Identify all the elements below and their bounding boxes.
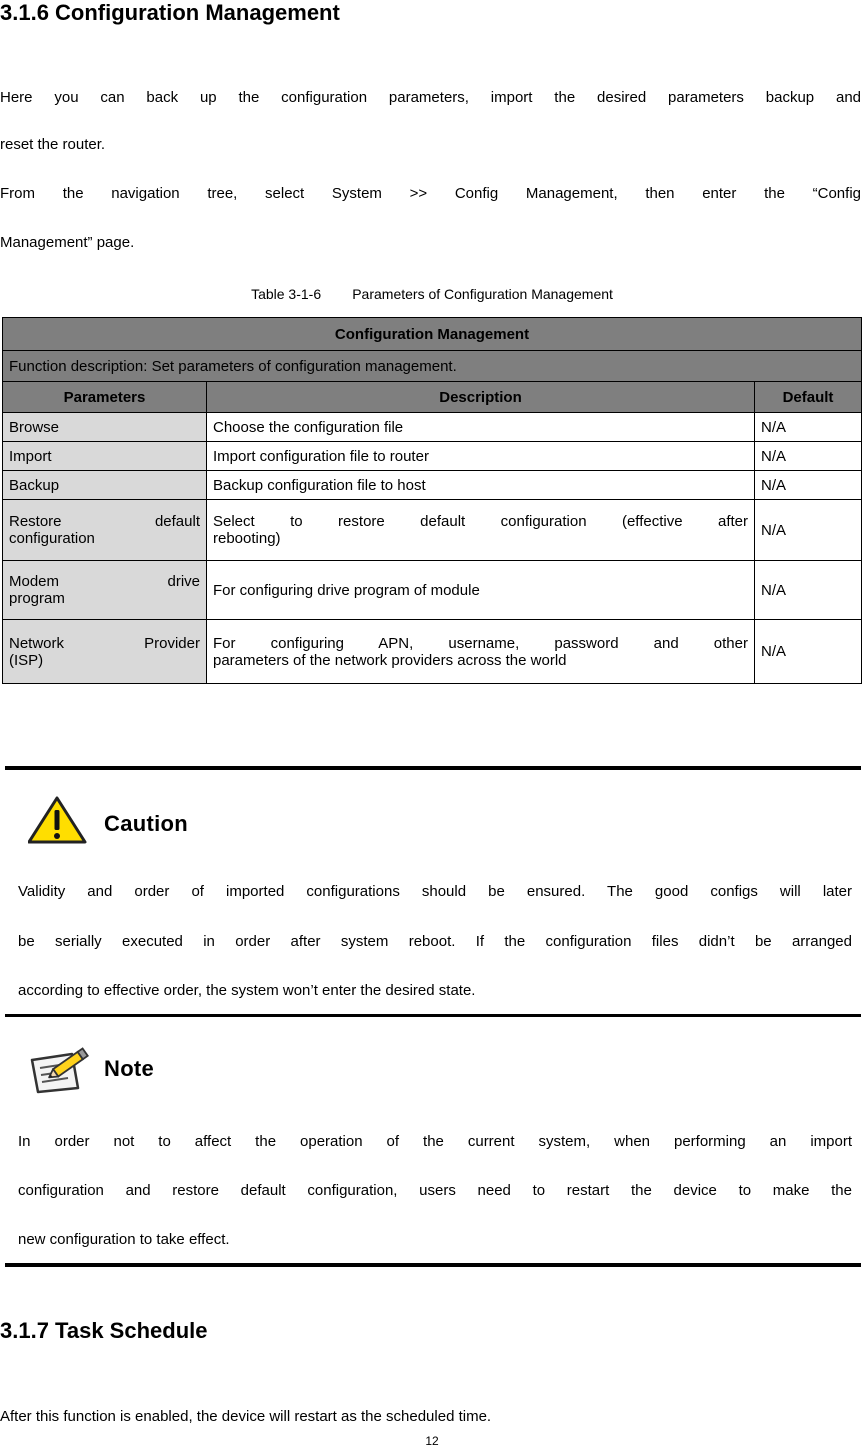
caution-line-1: Validity and order of imported configurations should be ensured. The good configs will later (18, 883, 852, 900)
note-line-1: In order not to affect the operation of the current system, when performing an import (18, 1133, 852, 1150)
table-row (3, 561, 862, 620)
table-row (3, 500, 862, 561)
param-line-2: program (9, 590, 65, 607)
description-cell (207, 500, 755, 561)
default-cell: N/A (755, 471, 862, 500)
param-line-1: Network Provider (9, 634, 200, 652)
description-cell: Import configuration file to router (207, 442, 755, 471)
description-cell (207, 620, 755, 684)
page-number: 12 (425, 1434, 439, 1448)
column-header-description: Description (207, 382, 755, 413)
default-cell: N/A (755, 442, 862, 471)
column-header-default: Default (755, 382, 862, 413)
intro-line-2: reset the router. (0, 136, 106, 153)
task-schedule-line-1: After this function is enabled, the device will restart as the scheduled time. (0, 1408, 492, 1425)
param-line-1: Restore default (9, 513, 200, 530)
default-cell: N/A (755, 561, 862, 620)
description-line-2: parameters of the network providers across the world (213, 651, 567, 669)
note-line-2: configuration and restore default configuration, users need to restart the device to make the (18, 1182, 852, 1199)
note-label: Note (104, 1056, 155, 1081)
intro-line-1: Here you can back up the configuration parameters, import the desired parameters backup and (0, 89, 861, 106)
caution-line-2: be serially executed in order after system reboot. If the configuration files didn’t be arranged (18, 933, 852, 950)
caution-label: Caution (104, 811, 188, 836)
param-line-1: Modem drive (9, 573, 200, 590)
note-bottom-rule (5, 1263, 861, 1267)
param-cell (3, 620, 207, 684)
param-cell: Import (3, 442, 207, 471)
parameters-table (2, 317, 862, 684)
default-cell: N/A (755, 413, 862, 442)
description-cell: For configuring drive program of module (207, 561, 755, 620)
table-row (3, 413, 862, 442)
description-line-1: Select to restore default configuration (effective after (213, 513, 748, 530)
param-line-2: configuration (9, 530, 95, 547)
column-header-parameters: Parameters (3, 382, 207, 413)
section-heading-task-schedule: 3.1.7 Task Schedule (0, 1318, 208, 1343)
table-row (3, 471, 862, 500)
description-line-2: rebooting) (213, 530, 281, 547)
table-row (3, 620, 862, 684)
warning-icon (28, 795, 88, 845)
table-row (3, 442, 862, 471)
note-line-3: new configuration to take effect. (18, 1231, 230, 1248)
param-cell (3, 500, 207, 561)
default-cell: N/A (755, 620, 862, 684)
description-line-1: For configuring APN, username, password and other (213, 634, 748, 652)
section-heading-config-management: 3.1.6 Configuration Management (0, 0, 340, 25)
table-title: Configuration Management (3, 318, 862, 351)
description-cell: Backup configuration file to host (207, 471, 755, 500)
default-cell: N/A (755, 500, 862, 561)
description-cell: Choose the configuration file (207, 413, 755, 442)
nav-line-1: From the navigation tree, select System >> Config Management, then enter the “Config (0, 185, 861, 202)
param-cell: Browse (3, 413, 207, 442)
param-cell (3, 561, 207, 620)
param-line-2: (ISP) (9, 651, 44, 669)
caution-top-rule (5, 766, 861, 770)
nav-line-2: Management” page. (0, 234, 135, 251)
caution-line-3: according to effective order, the system won’t enter the desired state. (18, 982, 476, 999)
table-function-description: Function description: Set parameters of configuration management. (3, 351, 862, 382)
caution-bottom-rule (5, 1014, 861, 1017)
note-pencil-icon (28, 1044, 94, 1094)
table-caption: Table 3-1-6 Parameters of Configuration Management (251, 286, 613, 302)
param-cell: Backup (3, 471, 207, 500)
